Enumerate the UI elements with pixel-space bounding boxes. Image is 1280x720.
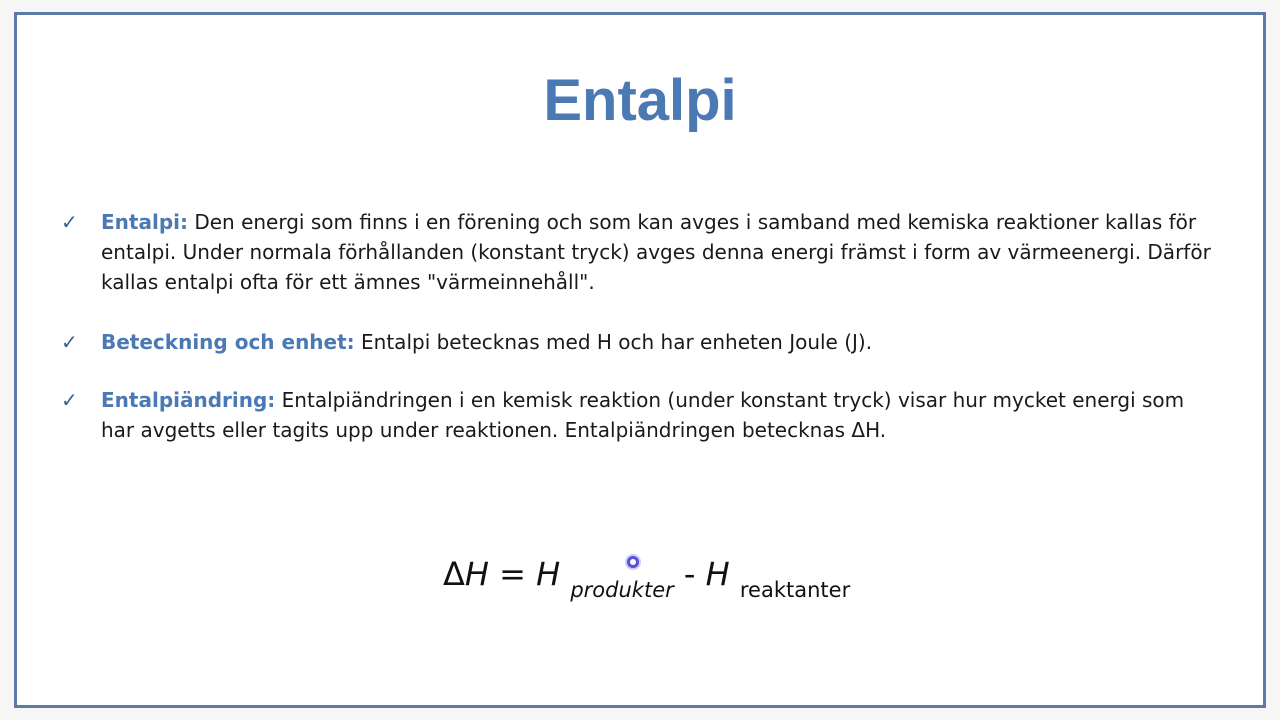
checkmark-icon: ✓: [61, 210, 78, 234]
bullet-body: Entalpiändringen i en kemisk reaktion (under konstant tryck) visar hur mycket energi som har avgetts eller tagits upp under reaktionen. Entalpiändringen betecknas ΔH.: [101, 388, 1185, 442]
formula-subscript-reactants: reaktanter: [739, 578, 851, 602]
pointer-cursor-icon: [627, 556, 639, 568]
slide-title: Entalpi: [543, 68, 737, 133]
bullet-term: Entalpi:: [101, 210, 188, 234]
bullet-term: Entalpiändring:: [101, 388, 276, 412]
bullet-text: [101, 207, 1221, 297]
bullet-body: Den energi som finns i en förening och som kan avges i samband med kemiska reaktioner kallas för entalpi. Under normala förhållanden (konstant tryck) avges denna energi främst i form av värmeenergi. Därför kallas entalpi ofta för ett ämnes "värmeinnehåll".: [101, 210, 1211, 294]
formula-subscript-products: produkter: [570, 578, 674, 602]
formula-delta: Δ: [443, 555, 465, 593]
slide: [14, 12, 1266, 708]
bullet-term: Beteckning och enhet:: [101, 330, 355, 354]
formula-lhs: H: [464, 555, 489, 593]
bullet-text: [101, 327, 1221, 357]
bullet-item-entalpi: [61, 207, 1221, 297]
bullet-item-entalpiandring: [61, 385, 1221, 445]
formula-minus: -: [673, 555, 706, 593]
checkmark-icon: ✓: [61, 388, 78, 412]
bullet-body: Entalpi betecknas med H och har enheten Joule (J).: [354, 330, 873, 354]
formula-h-reactants: H: [705, 555, 730, 593]
formula-h-products: H: [536, 555, 561, 593]
bullet-item-beteckning: [61, 327, 1221, 357]
bullet-text: [101, 385, 1221, 445]
checkmark-icon: ✓: [61, 330, 78, 354]
formula-equals: =: [488, 555, 537, 593]
enthalpy-formula: [443, 555, 851, 602]
